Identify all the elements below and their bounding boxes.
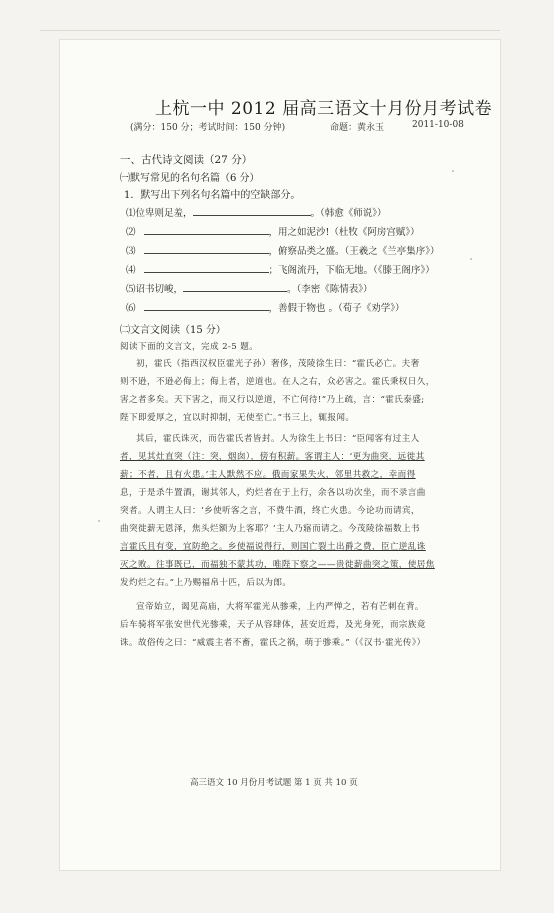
section-heading-poetry: 一、古代诗文阅读（27 分） <box>120 154 253 166</box>
fill-item-2 <box>126 224 420 238</box>
fill-item-pre: ⑴位卑则足羞， <box>126 208 193 219</box>
passage-line-underlined: 薪；不者，且有火患。’主人默然不应。俄而家果失火，邻里共救之，幸而得 <box>120 470 416 480</box>
fill-item-post: 。（李密《陈情表》） <box>287 284 373 295</box>
fill-item-post: ，善假于物也 。（荀子《劝学》） <box>268 303 405 314</box>
exam-author: 命题：黄永玉 <box>330 123 385 133</box>
page-footer: 高三语文 10 月份月考试题 第 1 页 共 10 页 <box>190 778 358 788</box>
exam-title: 上杭一中 2012 届高三语文十月份月考试卷 <box>155 99 493 119</box>
answer-blank[interactable] <box>144 244 269 254</box>
question-1-prompt: 1．默写出下列名句名篇中的空缺部分。 <box>124 190 301 201</box>
passage-line: 陛下即爱厚之，宜以时抑制，无使至亡。”书三上，辄报闻。 <box>120 413 355 423</box>
fill-item-pre: ⑵ <box>126 227 136 238</box>
fill-item-3 <box>126 243 440 257</box>
fill-item-pre: ⑶ <box>126 246 136 257</box>
fill-item-pre: ⑹ <box>126 303 136 314</box>
scan-speck <box>470 258 472 260</box>
scan-speck <box>452 170 454 172</box>
fill-item-5 <box>126 281 373 295</box>
fill-item-pre: ⑷ <box>126 265 136 276</box>
answer-blank[interactable] <box>193 206 311 216</box>
passage-line: 初，霍氏（指西汉权臣霍光子孙）奢侈，茂陵徐生曰：“霍氏必亡。夫奢 <box>136 359 420 369</box>
passage-line: 息，于是杀牛置酒，谢其邻人，灼烂者在于上行，余各以功次坐，而不录言曲 <box>120 488 426 498</box>
answer-blank[interactable] <box>144 301 269 311</box>
passage-line: 害之者多矣。天下害之，而又行以逆道，不亡何待!”乃上疏，言：“霍氏泰盛; <box>120 395 425 405</box>
answer-blank[interactable] <box>144 225 269 235</box>
fill-item-post: ；飞阁流丹，下临无地。（《滕王阁序》） <box>268 265 435 276</box>
passage-line: 发灼烂之右。”上乃赐福帛十匹，后以为郎。 <box>120 578 292 588</box>
passage-line: 突者。人谓主人曰：‘乡使听客之言，不费牛酒，终亡火患。今论功而请宾， <box>120 506 420 516</box>
exam-date: 2011-10-08 <box>412 120 464 130</box>
subsection-heading-recite: ㈠默写常见的名句名篇（6 分） <box>120 173 260 184</box>
passage-line: 曲突徙薪无恩泽，焦头烂额为上客耶？’主人乃寤而请之。今茂陵徐福数上书 <box>120 524 420 534</box>
passage-line: 其后，霍氏诛灭，而告霍氏者皆封。人为徐生上书曰：“臣闻客有过主人 <box>136 434 420 444</box>
paper-fold-line <box>40 30 500 31</box>
passage-line-underlined: 者，见其灶直突（注：突，烟囱），傍有积薪。客谓主人：‘更为曲突，远徙其 <box>120 452 425 462</box>
scan-speck <box>98 520 100 522</box>
passage-line-underlined: 言霍氏且有变，宜防绝之。乡使福说得行，则国亡裂土出爵之费，臣亡逆乱诛 <box>120 542 426 552</box>
passage-line: 诛。故俗传之曰：“威震主者不畜，霍氏之祸，萌于骖乘。”（《汉书·霍光传》） <box>120 638 426 648</box>
fill-item-1 <box>126 205 387 219</box>
answer-blank[interactable] <box>144 263 269 273</box>
fill-item-6 <box>126 300 405 314</box>
fill-item-pre: ⑸诏书切峻， <box>126 284 184 295</box>
exam-scores-info: (满分：150 分；考试时间：150 分钟) <box>130 123 286 133</box>
passage-line-underlined: 灭之败。往事既已，而福独不蒙其功，唯陛下察之——贵徙薪曲突之策，使居焦 <box>120 560 435 570</box>
fill-item-post: 。（韩愈《师说》） <box>310 208 387 219</box>
answer-blank[interactable] <box>183 282 287 292</box>
passage-intro: 阅读下面的文言文，完成 2-5 题。 <box>120 342 259 352</box>
fill-item-post: ，俯察品类之盛。（王羲之《兰亭集序》） <box>268 246 440 257</box>
passage-line: 则不逊，不逊必侮上；侮上者，逆道也。在人之右，众必害之。霍氏秉权日久， <box>120 377 435 387</box>
fill-item-4 <box>126 262 435 276</box>
fill-item-post: ，用之如泥沙!（杜牧《阿房宫赋》） <box>268 227 420 238</box>
subsection-heading-classical: ㈡文言文阅读（15 分） <box>120 325 226 336</box>
passage-line: 宣帝始立，谒见高庙，大将军霍光从骖乘，上内严惮之，若有芒刺在背。 <box>136 602 424 612</box>
passage-line: 后车骑将军张安世代光骖乘，天子从容肆体，甚安近焉，及光身死，而宗族竟 <box>120 620 426 630</box>
